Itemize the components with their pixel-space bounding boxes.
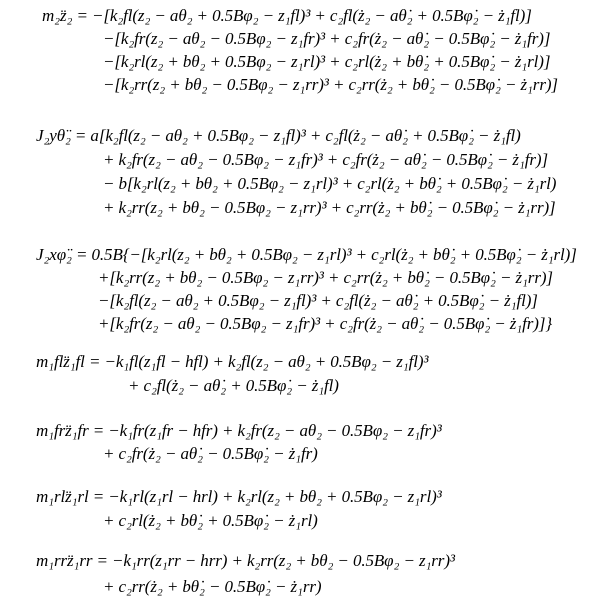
equation-phi2-line-3: −[k₂fl(z₂ − aθ₂ + 0.5Bφ₂ − z₁fl)³ + c₂fl(ż₂ − aθ̇₂ + 0.5Bφ̇₂ − ż₁fl)] — [98, 291, 538, 310]
equation-z2-line-2: −[k₂fr(z₂ − aθ₂ − 0.5Bφ₂ − z₁fr)³ + c₂fr(ż₂ − aθ̇₂ − 0.5Bφ̇₂ − ż₁fr)] — [103, 29, 551, 48]
equation-phi2-line-2: +[k₂rr(z₂ + bθ₂ − 0.5Bφ₂ − z₁rr)³ + c₂rr(ż₂ + bθ̇₂ − 0.5Bφ̇₂ − ż₁rr)] — [98, 268, 553, 287]
equation-theta2-line-3: − b[k₂rl(z₂ + bθ₂ + 0.5Bφ₂ − z₁rl)³ + c₂rl(ż₂ + bθ̇₂ + 0.5Bφ̇₂ − ż₁rl) — [103, 174, 557, 193]
equation-z1fr-line-2: + c₂fr(ż₂ − aθ̇₂ − 0.5Bφ̇₂ − ż₁fr) — [103, 444, 318, 463]
equation-phi2-line-4: +[k₂fr(z₂ − aθ₂ − 0.5Bφ₂ − z₁fr)³ + c₂fr(ż₂ − aθ̇₂ − 0.5Bφ̇₂ − ż₁fr)]} — [98, 314, 553, 333]
equation-z1fr-line-1: m₁frz̈₁fr = −k₁fr(z₁fr − hfr) + k₂fr(z₂ − aθ₂ − 0.5Bφ₂ − z₁fr)³ — [36, 421, 442, 440]
equation-theta2-line-4: + k₂rr(z₂ + bθ₂ − 0.5Bφ₂ − z₁rr)³ + c₂rr(ż₂ + bθ̇₂ − 0.5Bφ̇₂ − ż₁rr)] — [103, 198, 556, 217]
equation-z1rl-line-1: m₁rlz̈₁rl = −k₁rl(z₁rl − hrl) + k₂rl(z₂ + bθ₂ + 0.5Bφ₂ − z₁rl)³ — [36, 487, 442, 506]
equation-z1rr-line-2: + c₂rr(ż₂ + bθ̇₂ − 0.5Bφ̇₂ − ż₁rr) — [103, 577, 322, 596]
equation-phi2-line-1: J₂xφ̈₂ = 0.5B{−[k₂rl(z₂ + bθ₂ + 0.5Bφ₂ − z₁rl)³ + c₂rl(ż₂ + bθ̇₂ + 0.5Bφ̇₂ − ż₁rl)] — [36, 245, 577, 264]
equation-z2-line-1: m₂z̈₂ = −[k₂fl(z₂ − aθ₂ + 0.5Bφ₂ − z₁fl)³ + c₂fl(ż₂ − aθ̇₂ + 0.5Bφ̇₂ − ż₁fl)] — [42, 6, 532, 25]
equation-z1fl-line-2: + c₂fl(ż₂ − aθ̇₂ + 0.5Bφ̇₂ − ż₁fl) — [128, 376, 339, 395]
equation-theta2-line-2: + k₂fr(z₂ − aθ₂ − 0.5Bφ₂ − z₁fr)³ + c₂fr(ż₂ − aθ̇₂ − 0.5Bφ̇₂ − ż₁fr)] — [103, 150, 548, 169]
equation-z1fl-line-1: m₁flz̈₁fl = −k₁fl(z₁fl − hfl) + k₂fl(z₂ − aθ₂ + 0.5Bφ₂ − z₁fl)³ — [36, 352, 429, 371]
equation-z1rr-line-1: m₁rrz̈₁rr = −k₁rr(z₁rr − hrr) + k₂rr(z₂ + bθ₂ − 0.5Bφ₂ − z₁rr)³ — [36, 551, 455, 570]
equation-z2-line-3: −[k₂rl(z₂ + bθ₂ + 0.5Bφ₂ − z₁rl)³ + c₂rl(ż₂ + bθ̇₂ + 0.5Bφ̇₂ − ż₁rl)] — [103, 52, 551, 71]
equation-theta2-line-1: J₂yθ̈₂ = a[k₂fl(z₂ − aθ₂ + 0.5Bφ₂ − z₁fl)³ + c₂fl(ż₂ − aθ̇₂ + 0.5Bφ̇₂ − ż₁fl) — [36, 126, 521, 145]
equation-z1rl-line-2: + c₂rl(ż₂ + bθ̇₂ + 0.5Bφ̇₂ − ż₁rl) — [103, 511, 318, 530]
equation-z2-line-4: −[k₂rr(z₂ + bθ₂ − 0.5Bφ₂ − z₁rr)³ + c₂rr(ż₂ + bθ̇₂ − 0.5Bφ̇₂ − ż₁rr)] — [103, 75, 558, 94]
